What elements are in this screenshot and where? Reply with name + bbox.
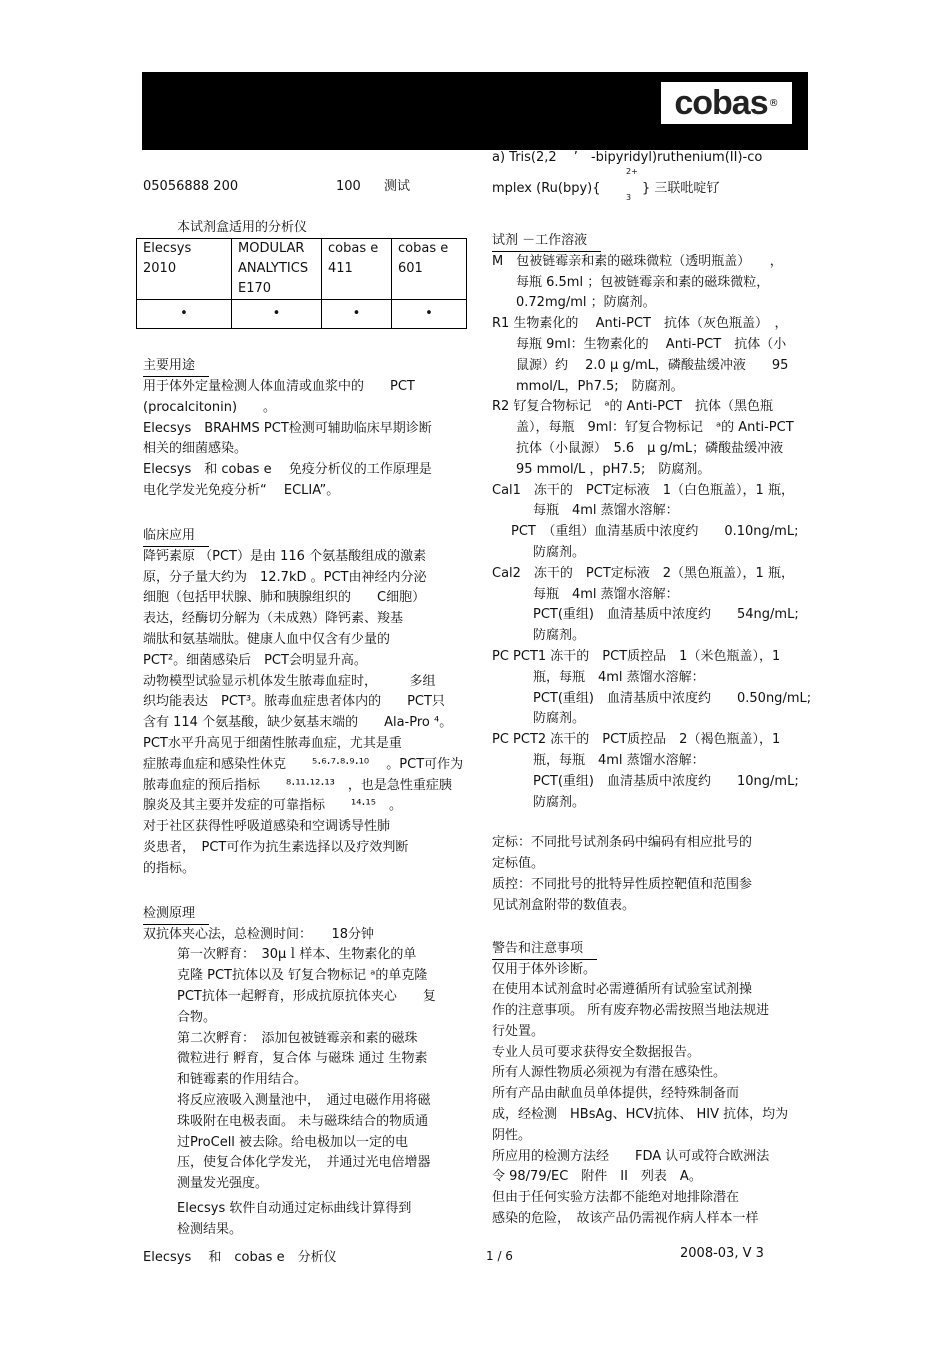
reagent-Cal2 xyxy=(492,564,810,647)
text-line: 第一次孵育： 30μｌ样本、生物素化的单 xyxy=(177,947,417,963)
text-line: 0.72mg/ml ；防腐剂。 xyxy=(516,295,656,311)
analyzer-cell: MODULAR ANALYTICS E170 xyxy=(232,239,322,300)
text-line: 用于体外定量检测人体血清或血浆中的 PCT xyxy=(143,379,415,394)
catalog-qty: 100 xyxy=(336,179,361,194)
text-line: 含有 114 个氨基酸，缺少氨基末端的 Ala-Pro ⁴。 xyxy=(143,715,453,731)
reagent-Cal1 xyxy=(492,481,810,564)
section-heading-clinical: 临床应用 xyxy=(143,526,209,547)
text-line: R1 生物素化的 Anti-PCT 抗体（灰色瓶盖） ， xyxy=(492,316,788,332)
analyzer-mark: • xyxy=(392,300,467,329)
text-line: 织均能表达 PCT³。脓毒血症患者体内的 PCT只 xyxy=(143,694,445,710)
text-line: 仅用于体外诊断。 xyxy=(492,961,597,977)
text-line: PC PCT2 冻干的 PCT质控品 2（褐色瓶盖），1 xyxy=(492,732,781,748)
footnote-a-line1: a) Tris(2,2 ’ -bipyridyl)ruthenium(II)-co xyxy=(492,150,763,165)
text-line: 每瓶 6.5ml ；包被链霉亲和素的磁珠微粒， xyxy=(516,274,770,290)
text-line: 但由于任何实验方法都不能绝对地排除潜在 xyxy=(492,1190,740,1206)
text-line: 炎患者， PCT可作为抗生素选择以及疗效判断 xyxy=(143,839,409,855)
section-heading-intended-use: 主要用途 xyxy=(143,356,209,377)
text-line: PC PCT1 冻干的 PCT质控品 1（米色瓶盖），1 xyxy=(492,648,781,664)
subscript-3: 3 xyxy=(626,192,632,202)
reagent-M xyxy=(492,252,810,314)
text-line: 在使用本试剂盒时必需遵循所有试验室试剂操 xyxy=(492,982,753,998)
text-line: 阴性。 xyxy=(492,1127,532,1143)
text-line: 测量发光强度。 xyxy=(177,1176,269,1192)
text-line: M 包被链霉亲和素的磁珠微粒（透明瓶盖） ， xyxy=(492,253,783,269)
footer-product: Elecsys 和 cobas e 分析仪 xyxy=(143,1250,337,1265)
text-line: mplex (Ru(bpy){ xyxy=(492,180,601,196)
catalog-number: 05056888 200 xyxy=(143,179,239,194)
text-line: 微粒进行 孵育，复合体 与磁珠 通过 生物素 xyxy=(177,1051,428,1067)
calibration-note xyxy=(492,833,810,916)
text-line: 行处置。 xyxy=(492,1023,545,1039)
control-PC1 xyxy=(492,647,810,730)
footer-version: 2008-03, V 3 xyxy=(680,1246,764,1261)
text-line: PCT水平升高见于细菌性脓毒血症，尤其是重 xyxy=(143,735,402,751)
text-line: 鼠源）约 2.0 μ g/mL，磷酸盐缓冲液 95 xyxy=(516,357,789,373)
text-line: 抗体（小鼠源） 5.6 μ g/mL；磷酸盐缓冲液 xyxy=(516,440,784,456)
registered-mark: ® xyxy=(768,97,779,109)
text-line: 95 mmol/L ，pH7.5; 防腐剂。 xyxy=(516,461,711,477)
logo-text: cobas xyxy=(674,84,768,122)
text-line: Cal1 冻干的 PCT定标液 1（白色瓶盖），1 瓶， xyxy=(492,482,794,498)
page-number: 1 / 6 xyxy=(486,1249,513,1263)
text-line: } 三联吡啶钌 xyxy=(642,180,720,196)
text-line: 防腐剂。 xyxy=(533,628,586,644)
principle-intro: 双抗体夹心法，总检测时间： 18分钟 xyxy=(143,926,375,942)
text-line: 电化学发光免疫分析“ ECLIA”。 xyxy=(143,482,340,498)
text-line: (procalcitonin) 。 xyxy=(143,399,277,415)
analyzer-cell: Elecsys 2010 xyxy=(137,239,232,300)
analyzer-cell: cobas e 411 xyxy=(322,239,392,300)
text-line: Elecsys 软件自动通过定标曲线计算得到 xyxy=(177,1200,412,1216)
text-line: 感染的危险， 故该产品仍需视作病人样本一样 xyxy=(492,1211,759,1227)
analyzer-mark: • xyxy=(232,300,322,329)
analyzer-caption: 本试剂盒适用的分析仪 xyxy=(177,220,308,235)
left-column xyxy=(143,354,473,1240)
text-line: 降钙素原 （PCT）是由 116 个氨基酸组成的激素 xyxy=(143,548,427,564)
text-line: 症脓毒血症和感染性休克 ⁵·⁶·⁷·⁸·⁹·¹⁰ 。PCT可作为 xyxy=(143,756,464,772)
analyzer-mark: • xyxy=(322,300,392,329)
analyzer-table xyxy=(136,238,467,329)
text-line: 盖），每瓶 9ml：钌复合物标记 ᵃ的 Anti-PCT xyxy=(516,420,794,436)
principle-step-2 xyxy=(143,1029,473,1091)
text-line: 相关的细菌感染。 xyxy=(143,441,248,457)
section-heading-reagents: 试剂 －工作溶液 xyxy=(492,231,601,252)
text-line: 所有产品由献血员单体提供，经特殊制备而 xyxy=(492,1086,740,1102)
text-line: 合物。 xyxy=(177,1009,217,1025)
text-line: PCT(重组) 血清基质中浓度约 10ng/mL; xyxy=(533,773,799,789)
control-PC2 xyxy=(492,730,810,813)
warnings-text xyxy=(492,960,810,1230)
text-line: 令 98/79/EC 附件 II 列表 A。 xyxy=(492,1169,702,1185)
text-line: 表达，经酶切分解为（未成熟）降钙素、羧基 xyxy=(143,611,404,627)
footnote-a-line2 xyxy=(492,166,810,202)
section-heading-warnings: 警告和注意事项 xyxy=(492,939,597,960)
text-line: 每瓶 4ml 蒸馏水溶解： xyxy=(533,503,679,519)
text-line: 专业人员可要求获得安全数据报告。 xyxy=(492,1044,701,1060)
principle-step-4 xyxy=(143,1199,473,1241)
text-line: 的指标。 xyxy=(143,860,196,876)
analyzer-mark: • xyxy=(137,300,232,329)
reagent-R2 xyxy=(492,397,810,480)
text-line: 定标值。 xyxy=(492,856,545,872)
principle-step-3 xyxy=(143,1091,473,1195)
clinical-text xyxy=(143,547,473,880)
text-line: 腺炎及其主要并发症的可靠指标 ¹⁴·¹⁵ 。 xyxy=(143,798,402,814)
text-line: 见试剂盒附带的数值表。 xyxy=(492,897,636,913)
text-line: 防腐剂。 xyxy=(533,544,586,560)
text-line: 珠吸附在电极表面。 未与磁珠结合的物质通 xyxy=(177,1113,429,1129)
text-line: 和链霉素的作用结合。 xyxy=(177,1072,308,1088)
text-line: 将反应液吸入测量池中， 通过电磁作用将磁 xyxy=(177,1092,431,1108)
text-line: 克隆 PCT抗体以及 钌复合物标记 ᵃ的单克隆 xyxy=(177,968,428,984)
text-line: 压，使复合体化学发光， 并通过光电倍增器 xyxy=(177,1155,431,1171)
text-line: 对于社区获得性呼吸道感染和空调诱导性肺 xyxy=(143,819,391,835)
text-line: PCT抗体一起孵育，形成抗原抗体夹心 复 xyxy=(177,988,436,1004)
charge-superscript: 2+ xyxy=(626,166,638,176)
text-line: Elecsys 和 cobas e 免疫分析仪的工作原理是 xyxy=(143,462,432,478)
text-line: 所应用的检测方法经 FDA 认可或符合欧洲法 xyxy=(492,1148,770,1164)
section-heading-principle: 检测原理 xyxy=(143,904,209,925)
text-line: 瓶，每瓶 4ml 蒸馏水溶解： xyxy=(533,752,705,768)
text-line: 每瓶 4ml 蒸馏水溶解： xyxy=(533,586,679,602)
analyzer-cell: cobas e 601 xyxy=(392,239,467,300)
text-line: 检测结果。 xyxy=(177,1221,243,1237)
text-line: 质控：不同批号的批特异性质控靶值和范围参 xyxy=(492,876,753,892)
text-line: 脓毒血症的预后指标 ⁸·¹¹·¹²·¹³ ，也是急性重症胰 xyxy=(143,777,452,793)
principle-step-1 xyxy=(143,945,473,1028)
text-line: 端肽和氨基端肽。健康人血中仅含有少量的 xyxy=(143,631,391,647)
text-line: 成，经检测 HBsAg、HCV抗体、 HIV 抗体，均为 xyxy=(492,1107,789,1123)
catalog-unit: 测试 xyxy=(384,179,411,194)
text-line: 原，分子量大约为 12.7kD 。PCT由神经内分泌 xyxy=(143,569,427,585)
text-line: 细胞（包括甲状腺、肺和胰腺组织的 C细胞） xyxy=(143,590,426,606)
text-line: PCT （重组）血清基质中浓度约 0.10ng/mL; xyxy=(511,524,799,540)
text-line: 防腐剂。 xyxy=(533,711,586,727)
text-line: 所有人源性物质必须视为有潜在感染性。 xyxy=(492,1065,727,1081)
text-line: PCT²。细菌感染后 PCT会明显升高。 xyxy=(143,652,367,668)
reagent-R1 xyxy=(492,314,810,397)
text-line: 作的注意事项。 所有废弃物必需按照当地法规进 xyxy=(492,1003,770,1019)
cobas-logo xyxy=(661,82,792,124)
text-line: 防腐剂。 xyxy=(533,794,586,810)
text-line: R2 钌复合物标记 ᵃ的 Anti-PCT 抗体（黑色瓶 xyxy=(492,399,774,415)
text-line: 过ProCell 被去除。给电极加以一定的电 xyxy=(177,1134,409,1150)
text-line: 定标：不同批号试剂条码中编码有相应批号的 xyxy=(492,835,753,851)
text-line: 瓶，每瓶 4ml 蒸馏水溶解： xyxy=(533,669,705,685)
intended-use-text xyxy=(143,377,473,502)
text-line: Cal2 冻干的 PCT定标液 2（黑色瓶盖），1 瓶， xyxy=(492,565,794,581)
text-line: 每瓶 9ml：生物素化的 Anti-PCT 抗体（小 xyxy=(516,336,787,352)
text-line: Elecsys BRAHMS PCT检测可辅助临床早期诊断 xyxy=(143,420,432,436)
text-line: 第二次孵育： 添加包被链霉亲和素的磁珠 xyxy=(177,1030,418,1046)
text-line: PCT(重组) 血清基质中浓度约 0.50ng/mL; xyxy=(533,690,812,706)
text-line: PCT(重组) 血清基质中浓度约 54ng/mL; xyxy=(533,607,799,623)
text-line: 动物模型试验显示机体发生脓毒血症时， 多组 xyxy=(143,673,436,689)
text-line: mmol/L，Ph7.5; 防腐剂。 xyxy=(516,378,684,394)
right-column xyxy=(492,148,810,1230)
